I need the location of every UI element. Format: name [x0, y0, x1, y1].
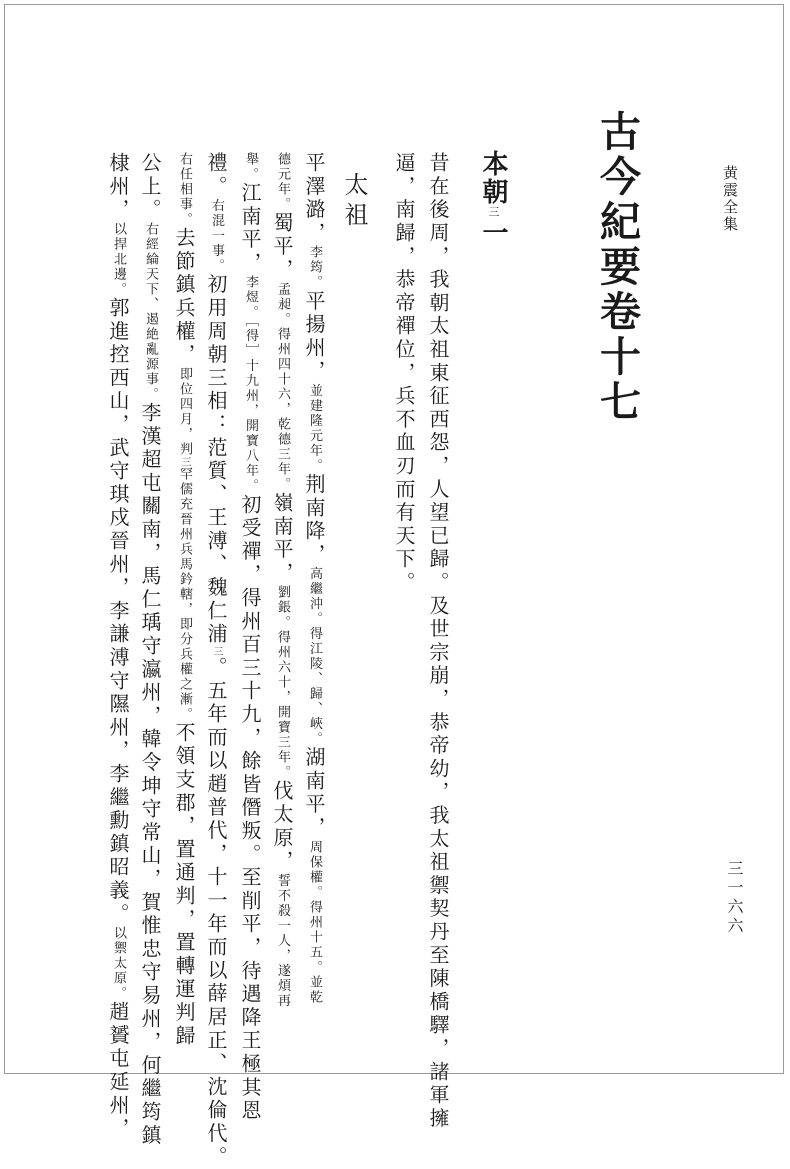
- footnote-marker: 三: [211, 646, 222, 657]
- annotation: 罕儒充晉州兵馬鈐轄，即分兵權之漸。: [177, 466, 192, 722]
- main-text: 去節鎮兵權，: [172, 227, 196, 367]
- annotation: 高繼沖。: [307, 566, 322, 627]
- main-text: 禮。: [204, 152, 228, 199]
- annotation: 並乾: [307, 974, 322, 1005]
- footnote-marker: 三: [487, 206, 500, 219]
- annotation: 得江陵、歸、峽。: [307, 626, 322, 747]
- main-text: 趙贇屯延州，: [106, 1001, 130, 1141]
- main-text: 公上。: [138, 152, 162, 222]
- intro-column-1: 昔在後周，我朝太祖東征西怨，人望已歸。及世宗崩，恭帝幼，我太祖禦契丹至陳橋驛，諸軍擁: [426, 152, 450, 1131]
- text-column-1: [304, 152, 324, 1005]
- annotation: 李煜。: [243, 275, 258, 321]
- main-text: 湖南平，: [302, 746, 326, 840]
- annotation: 孟昶。: [275, 281, 290, 327]
- running-head: 黄震全集: [721, 165, 739, 233]
- annotation: 德元年。: [275, 152, 290, 212]
- main-text: 不領支郡，置通判，置轉運判歸: [172, 721, 196, 1049]
- footnote-marker: 三: [179, 456, 190, 467]
- subsection-title: 太祖: [340, 172, 368, 232]
- intro-column-2: 逼，南歸，恭帝禪位，兵不血刃而有天下。: [392, 152, 416, 595]
- annotation: 得州十五。: [307, 899, 322, 975]
- annotation: 即位四月，判: [177, 366, 192, 457]
- main-text: 平澤潞，: [302, 152, 326, 246]
- annotation: 李筠。: [307, 245, 322, 291]
- annotation: 得州四十六，乾德三年。: [275, 326, 290, 492]
- page-number: 三一六六: [725, 860, 744, 936]
- text-column-7: [108, 152, 128, 1141]
- annotation: 右混一事。: [209, 198, 224, 274]
- main-text: 嶺南平，: [270, 491, 294, 586]
- main-text: 郭進控西山，武守琪戍晉州，李謙溥守隰州，李繼勳鎮昭義。: [106, 296, 130, 927]
- section-title-suffix: 一: [478, 219, 508, 247]
- main-text: 初受禪，得州百三十九，餘皆僭叛。至削平，待遇降王極其恩: [238, 493, 262, 1123]
- annotation: 並建隆元年。: [307, 383, 322, 474]
- annotation: ［得］十九州，開寶八年。: [243, 320, 258, 494]
- section-title: [480, 150, 506, 247]
- annotation: 右經綸天下、遏絶亂源事。: [143, 221, 158, 402]
- text-column-2: [272, 152, 292, 1008]
- text-column-3: [240, 152, 260, 1123]
- section-title-text: 本朝: [478, 150, 508, 206]
- annotation: 周保權。: [307, 839, 322, 900]
- main-text: 荆南降，: [302, 473, 326, 567]
- main-text: 初用周朝三相：范質、王溥、魏仁浦: [204, 273, 228, 647]
- text-column-6: [140, 152, 160, 1148]
- text-column-5: [174, 152, 194, 1048]
- annotation: 以捍北邊。: [111, 221, 126, 297]
- annotation: 誓不殺一人，遂煩再: [275, 873, 290, 1009]
- main-text: 平揚州，: [302, 290, 326, 384]
- annotation: 劉鋹。: [275, 585, 290, 631]
- main-text: 李漢超屯關南，馬仁瑀守瀛州，韓令坤守常山，賀惟忠守易州，何繼筠鎮: [138, 401, 162, 1148]
- main-text: 江南平，: [238, 182, 262, 276]
- annotation: 右任相事。: [177, 152, 192, 227]
- main-text: 。五年而以趙普代，十一年而以薛居正、沈倫代。: [204, 656, 228, 1169]
- main-text: 棣州，: [106, 152, 130, 222]
- book-title: 古今紀要卷十七: [593, 110, 641, 425]
- main-text: 蜀平，: [270, 212, 294, 282]
- annotation: 得州六十，開寶三年。: [275, 630, 290, 781]
- annotation: 以禦太原。: [111, 926, 126, 1002]
- text-column-4: [206, 152, 226, 1169]
- main-text: 伐太原，: [270, 780, 294, 874]
- annotation: 舉。: [243, 152, 258, 182]
